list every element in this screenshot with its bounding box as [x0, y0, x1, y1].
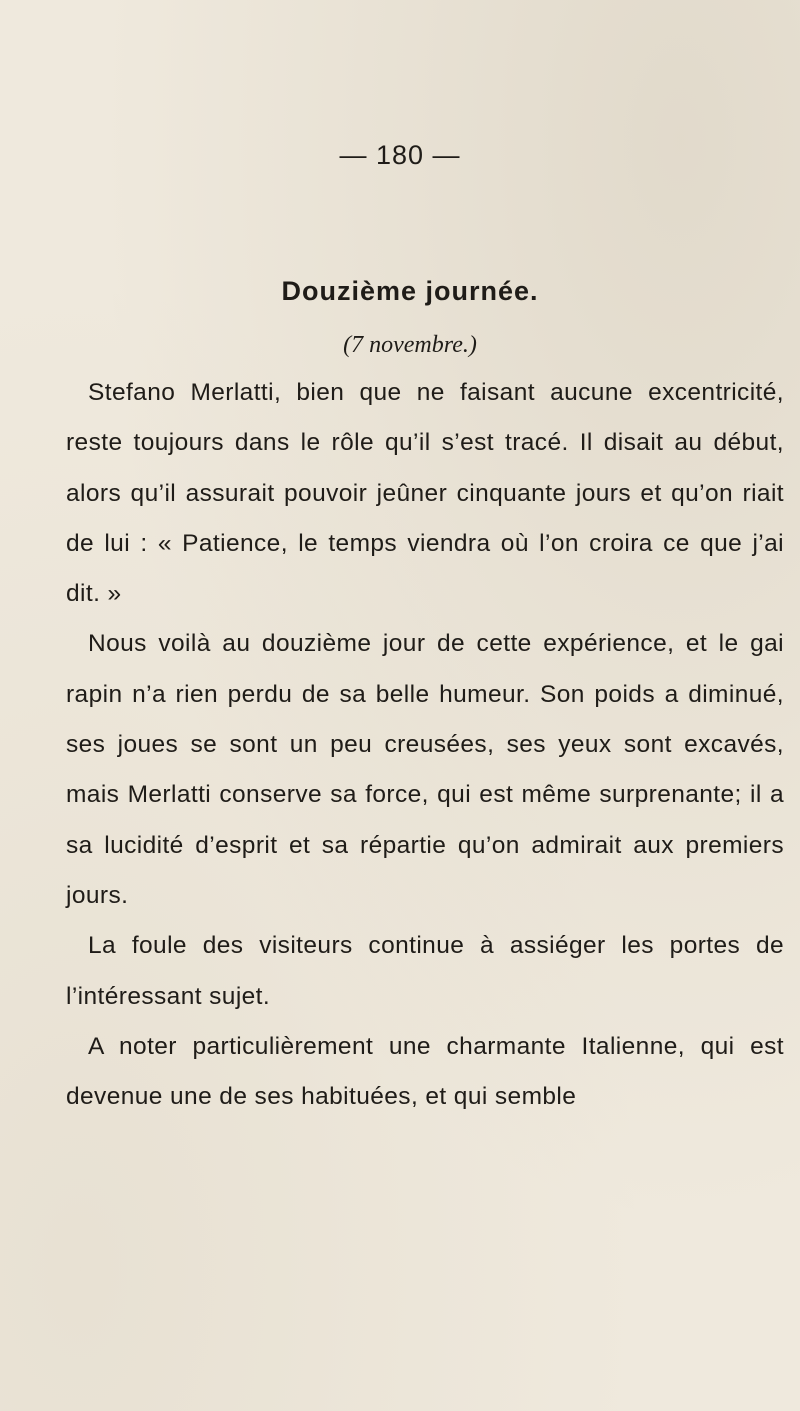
- paragraph: A noter particulièrement une charmante Italienne, qui est devenue une de ses habituées, et qui semble: [66, 1032, 784, 1111]
- paragraph: Stefano Merlatti, bien que ne faisant aucune excentricité, reste toujours dans le rôle qu’il s’est tracé. Il disait au début, alors qu’il assurait pouvoir jeûner cinquante jours et qu’on riait de lui : « Patience, le temps viendra où l’on croira ce que j’ai dit. »: [66, 379, 784, 608]
- page-number: — 180 —: [339, 140, 461, 170]
- body-text: [66, 368, 784, 1122]
- paragraph: Nous voilà au douzième jour de cette expérience, et le gai rapin n’a rien perdu de sa belle humeur. Son poids a diminué, ses joues se sont un peu creusées, ses yeux sont excavés, mais Merlatti conserve sa force, qui est même surprenante; il a sa lucidité d’esprit et sa répartie qu’on admirait aux premiers jours.: [66, 630, 784, 909]
- chapter-date: (7 novembre.): [343, 332, 477, 358]
- paragraph: La foule des visiteurs continue à assiéger les portes de l’intéressant sujet.: [66, 932, 784, 1010]
- chapter-title: Douzième journée.: [281, 276, 539, 306]
